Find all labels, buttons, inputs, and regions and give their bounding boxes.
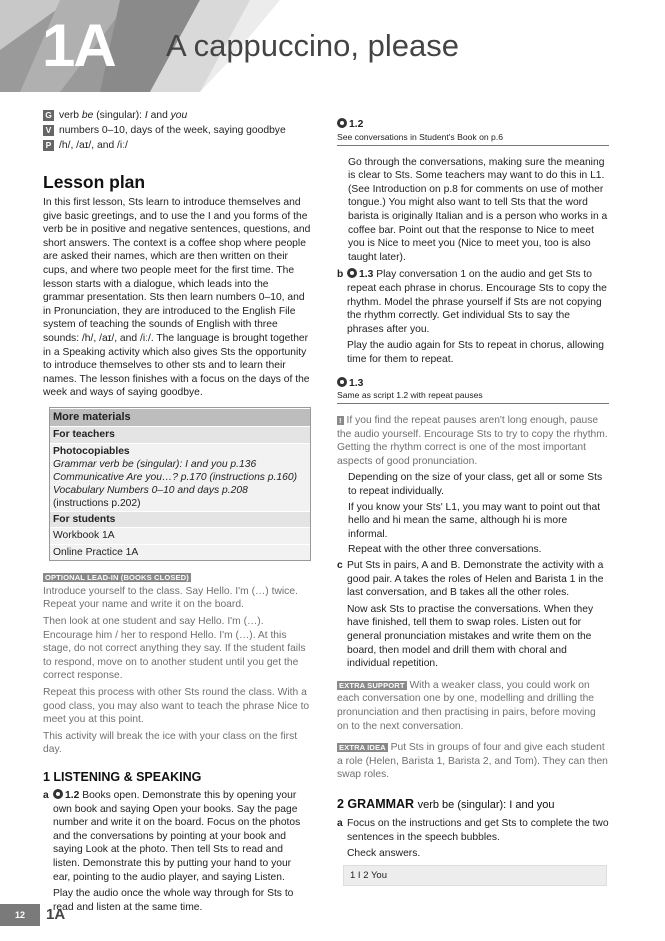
optional-p2: Then look at one student and say Hello. I'm (…). Encourage him / her to respond Hello. I'm (…). At this stage, do not correct anything they say. If the student fails to respond, move on to another student until you get the correct response. <box>43 616 306 682</box>
extra-support-tag: EXTRA SUPPORT <box>339 680 405 690</box>
audio-icon <box>53 789 63 799</box>
item-letter: a <box>43 790 49 801</box>
section-2-heading-bold: 2 GRAMMAR <box>337 796 415 811</box>
script-title: 1.2 <box>349 119 364 130</box>
photocopiables-label: Photocopiables <box>53 445 130 457</box>
audio-track: 1.3 <box>359 269 374 281</box>
lesson-plan-paragraph: In this first lesson, Sts learn to introduce themselves and give basic greetings, and to use the I and you forms of the verb be in positive and negative sentences, questions, and short answers. The context is a coffee shop where people are asked their names, which are then written on their cups, and where two people meet for the first time. The lesson starts with a dialogue, which leads into the grammar presentation. Sts then learn numbers 0–10, and in Pronunciation, they are introduced to the English File system of teaching the sounds of English with three sounds: /h/, /aɪ/, and /iː/. The language is brought together in a Speaking activity which also gives Sts the opportunity to introduce themselves to other sts and to learn their names. The lesson finishes with a focus on the days of the week and ways of saying goodbye. <box>43 197 311 399</box>
photocopiable-communicative: Communicative Are you…? p.170 (instructions p.160) <box>53 471 297 483</box>
answer-box: 1 I 2 You <box>343 865 607 886</box>
right2-p1: Depending on the size of your class, get all or some Sts to repeat individually. <box>348 472 603 498</box>
section-1-item-b <box>337 268 609 366</box>
section-2-heading-rest: verb be (singular): I and you <box>417 798 555 811</box>
section-1-item-c <box>337 559 609 671</box>
right2-p3: Repeat with the other three conversations. <box>348 544 542 556</box>
workbook-ref: Workbook 1A <box>50 527 310 544</box>
script-1-3 <box>337 377 609 405</box>
photocopiable-grammar: Grammar verb be (singular): I and you p.136 <box>53 458 257 470</box>
left-column <box>43 108 311 914</box>
tip-box <box>337 414 609 468</box>
optional-lead-in-tag: OPTIONAL LEAD-IN (BOOKS CLOSED) <box>45 573 189 583</box>
unit-number: 1A <box>42 12 115 79</box>
tip-icon: ! <box>339 416 342 426</box>
right2-p2: If you know your Sts' L1, you may want to point out that hello and hi mean the same, although hi is more informal. <box>348 501 601 540</box>
online-practice-ref: Online Practice 1A <box>50 544 310 561</box>
conversation-notes <box>337 156 609 265</box>
extra-support <box>337 679 609 733</box>
script-title: 1.3 <box>349 377 364 389</box>
grammar-key: G <box>43 110 54 121</box>
pronunciation-key: P <box>43 140 54 151</box>
section-1-item-a <box>43 789 311 914</box>
right-p1: Go through the conversations, making sure the meaning is clear to Sts. Some teachers may want to do this in L1. (See Introduction on p.8 for comments on use of mother tongue.) You might also want to tell Sts that the word barista is originally Italian and is a person who works in a coffee bar. Point out that the response to Nice to meet you is Nice to meet you (Nice to meet you, too is also taught later). <box>348 156 608 263</box>
footer-unit: 1A <box>46 906 66 923</box>
item-b-text2: Play the audio again for Sts to repeat in chorus, allowing time for them to repeat. <box>347 340 605 365</box>
optional-p3: Repeat this process with other Sts round the class. With a good class, you may also want to teach the phrase Nice to meet you at this point. <box>43 687 310 726</box>
extra-support-text: With a weaker class, you could work on each conversation one by one, modelling and drilling the pronunciation and then practising in pairs, before moving on to the next conversation. <box>337 679 596 732</box>
item-c-text: Put Sts in pairs, A and B. Demonstrate the activity with a good pair. A takes the roles of Helen and Barista 1 in the last conversation, and B takes all the other roles. <box>347 560 604 599</box>
lesson-plan-heading: Lesson plan <box>43 172 146 192</box>
check-answers: Check answers. <box>347 848 421 860</box>
extra-idea-text: Put Sts in groups of four and give each student a role (Helen, Barista 1, Barista 2, and Tom). They can then swap roles. <box>337 742 608 781</box>
section-2-heading <box>337 796 609 813</box>
item-c-text2: Now ask Sts to practise the conversations. When they have finished, tell them to swap roles. Listen out for general pronunciation mistakes and write them on the board, then model and drill them with choral and individual repetition. <box>347 603 594 670</box>
page-number: 12 <box>0 904 40 926</box>
optional-lead-in <box>43 571 311 757</box>
gvp-pronunciation: P /h/, /aɪ/, and /iː/ <box>43 138 311 153</box>
optional-p1: Introduce yourself to the class. Say Hello. I'm (…) twice. Repeat your name and write it on the board. <box>43 585 298 611</box>
unit-title: A cappuccino, please <box>166 28 459 63</box>
audio-icon <box>347 268 357 278</box>
right-column <box>337 118 609 886</box>
section-2-item-a <box>337 817 609 861</box>
tip-text: If you find the repeat pauses aren't long enough, pause the audio yourself. Encourage Sts to try to copy the rhythm. Getting the rhythm correct is one of the most important aspects of good pronunciation. <box>337 415 608 467</box>
item-a-text2: Play the audio once the whole way through for Sts to read and listen at the same time. <box>53 888 294 913</box>
extra-idea-tag: EXTRA IDEA <box>339 743 386 753</box>
page-header <box>0 0 665 92</box>
photocopiable-vocabulary: Vocabulary Numbers 0–10 and days p.208 <box>53 484 248 496</box>
gvp-vocabulary: V numbers 0–10, days of the week, saying goodbye <box>43 123 311 138</box>
for-teachers-label: For teachers <box>50 426 310 443</box>
item-letter: b <box>337 269 344 281</box>
more-materials-heading: More materials <box>50 408 310 426</box>
script-subtitle: Same as script 1.2 with repeat pauses <box>337 390 483 401</box>
script-subtitle: See conversations in Student's Book on p.6 <box>337 131 503 142</box>
photocopiable-vocab-instructions: (instructions p.202) <box>53 497 141 509</box>
item-letter: a <box>337 817 343 829</box>
item-b-text: Play conversation 1 on the audio and get Sts to repeat each phrase in chorus. Encourage Sts to copy the rhythm. Model the phrase yourself if Sts are not copying the rhythm correctly. Get individual Sts to say the phrases after you. <box>347 269 607 335</box>
section-1-heading: 1 LISTENING & SPEAKING <box>43 770 202 784</box>
vocabulary-key: V <box>43 125 54 136</box>
page-footer <box>0 904 665 926</box>
item-letter: c <box>337 560 343 572</box>
item-a-text: Focus on the instructions and get Sts to complete the two sentences in the speech bubbles. <box>347 817 609 843</box>
audio-track: 1.2 <box>65 790 80 801</box>
extra-idea <box>337 741 609 782</box>
item-a-text: Books open. Demonstrate this by opening your own book and saying Open your books. Say the page number and write it on the board. Focus on the photos and the conversations by pointing at your book and saying Look at the photo. Then tell Sts to read and listen. Demonstrate this by putting your hand to your ear, pointing to the audio player, and saying Listen. <box>53 790 301 883</box>
for-students-label: For students <box>50 511 310 528</box>
photocopiables-list <box>50 443 310 511</box>
gvp-grammar: G verb be (singular): I and you <box>43 108 311 123</box>
repeat-notes <box>337 471 609 557</box>
more-materials-box <box>49 407 311 561</box>
audio-icon <box>337 377 347 387</box>
audio-icon <box>337 118 347 128</box>
script-1-2 <box>337 118 609 146</box>
optional-p4: This activity will break the ice with your class on the first day. <box>43 730 298 756</box>
